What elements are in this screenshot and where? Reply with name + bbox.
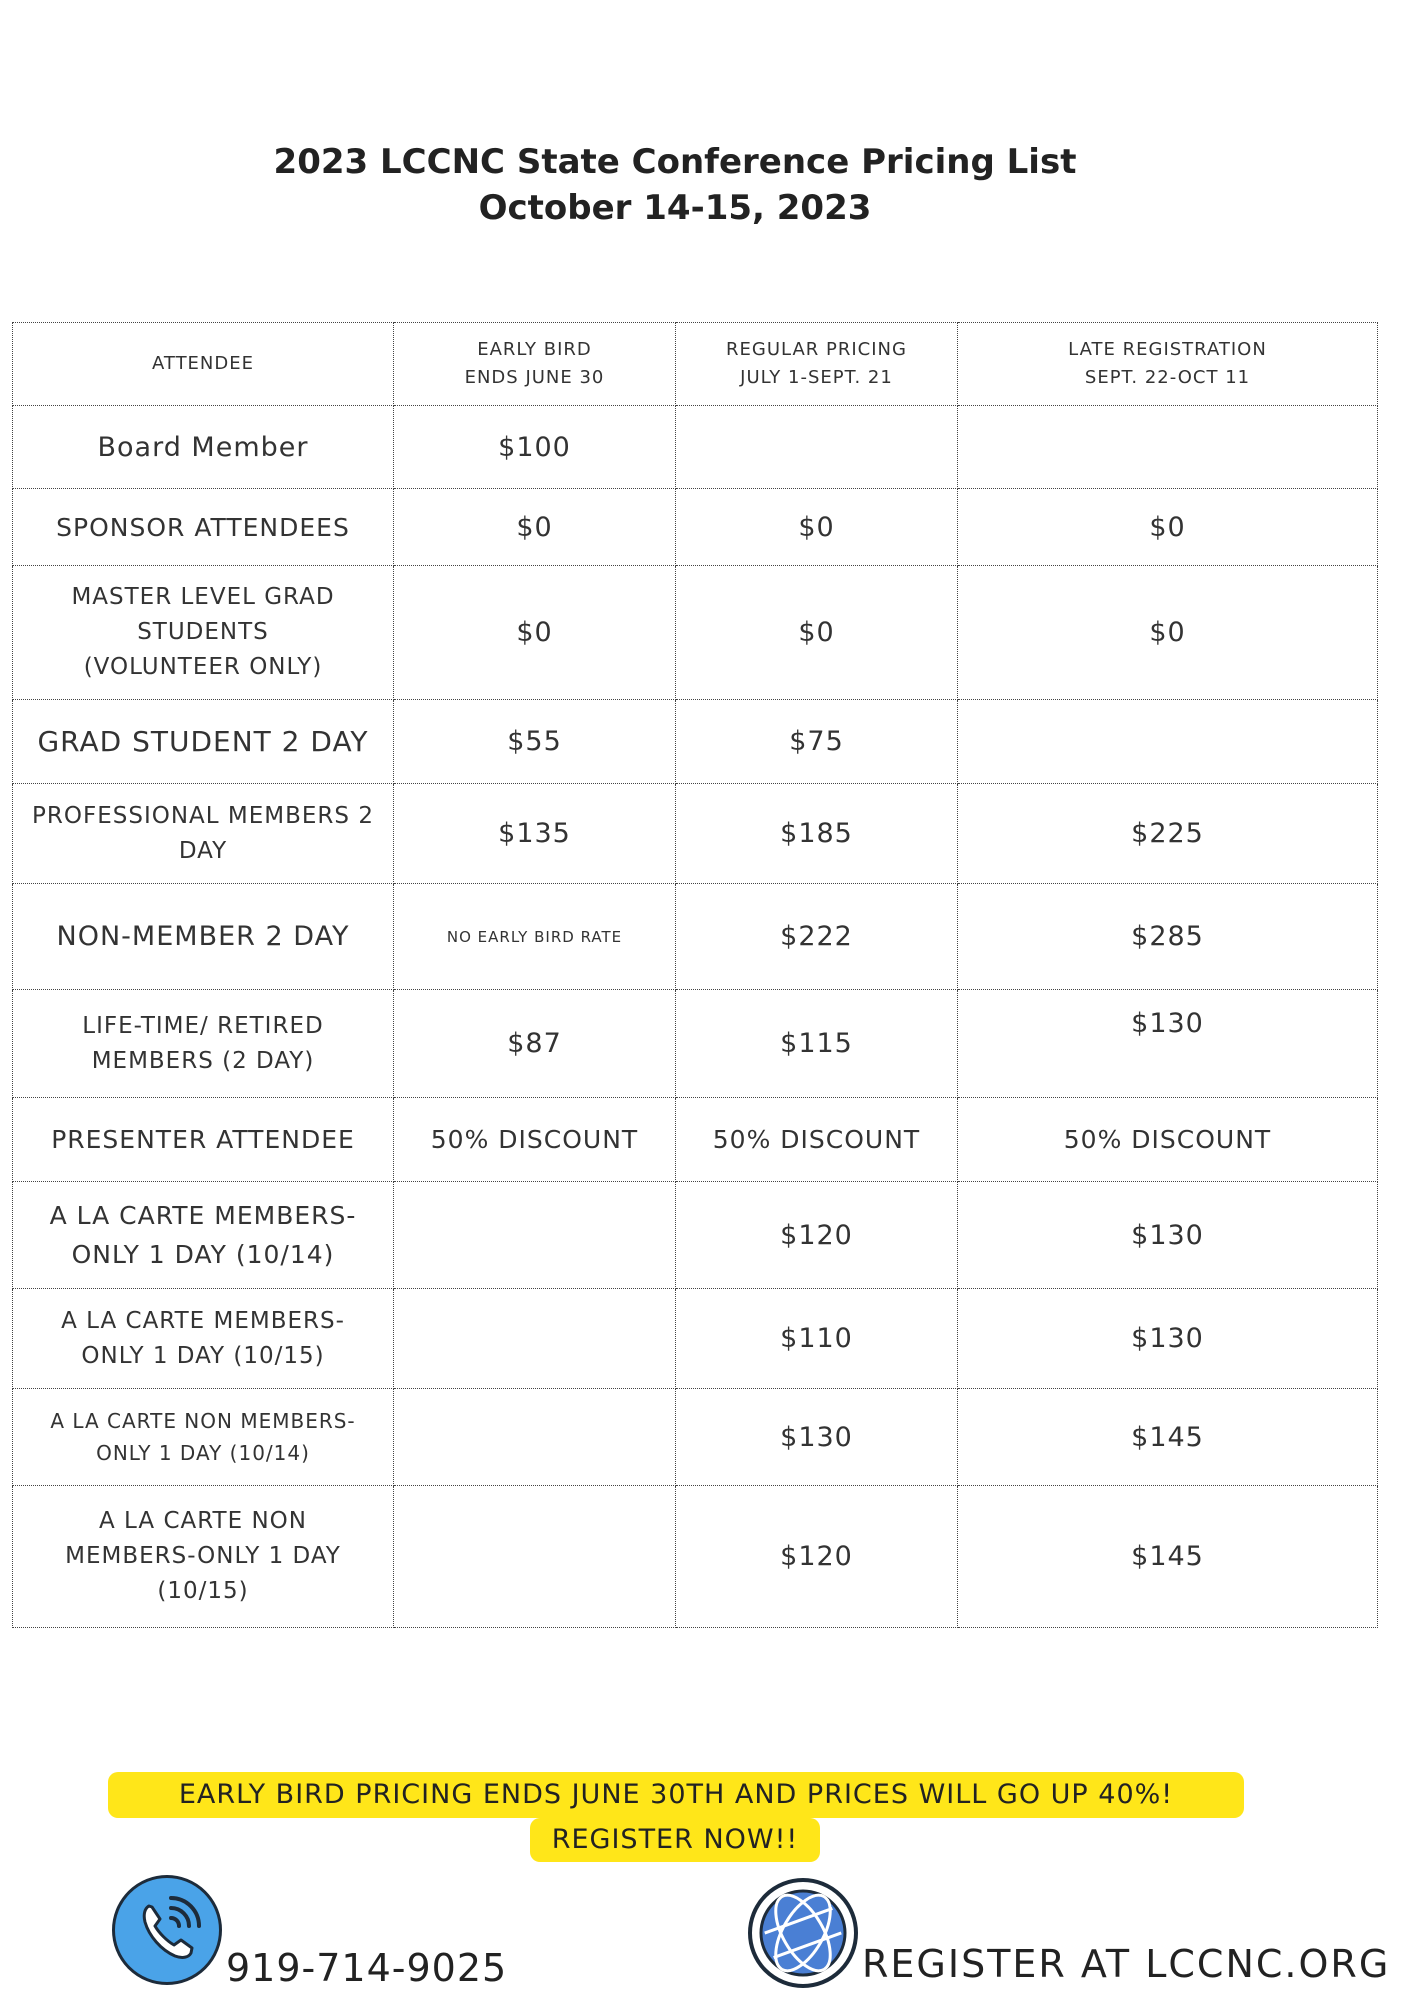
- attendee-type: MASTER LEVEL GRAD STUDENTS (VOLUNTEER ONLY): [13, 566, 394, 700]
- price-regular: $110: [676, 1289, 958, 1389]
- attendee-type: A LA CARTE NON MEMBERS- ONLY 1 DAY (10/14): [13, 1389, 394, 1486]
- attendee-type: A LA CARTE MEMBERS- ONLY 1 DAY (10/15): [13, 1289, 394, 1389]
- header-early-bird: EARLY BIRD ENDS JUNE 30: [394, 323, 676, 406]
- price-regular: $75: [676, 700, 958, 784]
- price-regular: $115: [676, 990, 958, 1098]
- price-late: $225: [958, 784, 1378, 884]
- table-row: [13, 784, 1378, 884]
- price-early-bird: [394, 1486, 676, 1628]
- price-late: $145: [958, 1486, 1378, 1628]
- price-late: 50% DISCOUNT: [958, 1098, 1378, 1182]
- attendee-type: NON-MEMBER 2 DAY: [13, 884, 394, 990]
- price-regular: 50% DISCOUNT: [676, 1098, 958, 1182]
- price-early-bird: [394, 1389, 676, 1486]
- price-early-bird: $55: [394, 700, 676, 784]
- phone-number: 919-714-9025: [226, 1946, 508, 1990]
- attendee-type: A LA CARTE NON MEMBERS-ONLY 1 DAY (10/15): [13, 1486, 394, 1628]
- phone-icon: [112, 1875, 222, 1985]
- globe-icon: [748, 1878, 858, 1988]
- price-early-bird: [394, 1182, 676, 1289]
- price-late: $145: [958, 1389, 1378, 1486]
- price-early-bird: $0: [394, 566, 676, 700]
- table-row: [13, 1289, 1378, 1389]
- price-regular: $0: [676, 489, 958, 566]
- price-late: [958, 700, 1378, 784]
- price-regular: $120: [676, 1486, 958, 1628]
- price-late: $0: [958, 566, 1378, 700]
- attendee-type: Board Member: [13, 406, 394, 489]
- table-row: [13, 1389, 1378, 1486]
- price-regular: $0: [676, 566, 958, 700]
- price-early-bird: [394, 1289, 676, 1389]
- table-row: [13, 1182, 1378, 1289]
- table-row: [13, 489, 1378, 566]
- price-regular: $130: [676, 1389, 958, 1486]
- price-regular: [676, 406, 958, 489]
- table-row: [13, 1098, 1378, 1182]
- price-early-bird: $0: [394, 489, 676, 566]
- table-row: [13, 566, 1378, 700]
- attendee-type: A LA CARTE MEMBERS- ONLY 1 DAY (10/14): [13, 1182, 394, 1289]
- price-late: $130: [958, 1182, 1378, 1289]
- price-late: $130: [958, 990, 1378, 1098]
- table-row: [13, 884, 1378, 990]
- price-early-bird: $87: [394, 990, 676, 1098]
- attendee-type: SPONSOR ATTENDEES: [13, 489, 394, 566]
- price-regular: $222: [676, 884, 958, 990]
- table-row: [13, 1486, 1378, 1628]
- header-late-registration: LATE REGISTRATION SEPT. 22-OCT 11: [958, 323, 1378, 406]
- attendee-type: LIFE-TIME/ RETIRED MEMBERS (2 DAY): [13, 990, 394, 1098]
- page-title: 2023 LCCNC State Conference Pricing List: [273, 142, 1077, 182]
- table-row: [13, 700, 1378, 784]
- table-row: [13, 406, 1378, 489]
- price-late: $285: [958, 884, 1378, 990]
- page-subtitle-dates: October 14-15, 2023: [478, 188, 872, 228]
- price-regular: $185: [676, 784, 958, 884]
- register-website: REGISTER AT LCCNC.ORG: [862, 1942, 1391, 1986]
- price-regular: $120: [676, 1182, 958, 1289]
- price-early-bird: $100: [394, 406, 676, 489]
- price-early-bird: NO EARLY BIRD RATE: [394, 884, 676, 990]
- pricing-table: [12, 322, 1378, 1628]
- early-bird-banner: EARLY BIRD PRICING ENDS JUNE 30TH AND PRICES WILL GO UP 40%!: [108, 1772, 1244, 1818]
- price-early-bird: 50% DISCOUNT: [394, 1098, 676, 1182]
- attendee-type: GRAD STUDENT 2 DAY: [13, 700, 394, 784]
- register-now-banner: REGISTER NOW!!: [530, 1818, 820, 1862]
- header-regular-pricing: REGULAR PRICING JULY 1-SEPT. 21: [676, 323, 958, 406]
- price-late: $130: [958, 1289, 1378, 1389]
- price-early-bird: $135: [394, 784, 676, 884]
- attendee-type: PROFESSIONAL MEMBERS 2 DAY: [13, 784, 394, 884]
- header-attendee: ATTENDEE: [13, 323, 394, 406]
- price-late: [958, 406, 1378, 489]
- table-row: [13, 990, 1378, 1098]
- price-late: $0: [958, 489, 1378, 566]
- table-header-row: [13, 323, 1378, 406]
- attendee-type: PRESENTER ATTENDEE: [13, 1098, 394, 1182]
